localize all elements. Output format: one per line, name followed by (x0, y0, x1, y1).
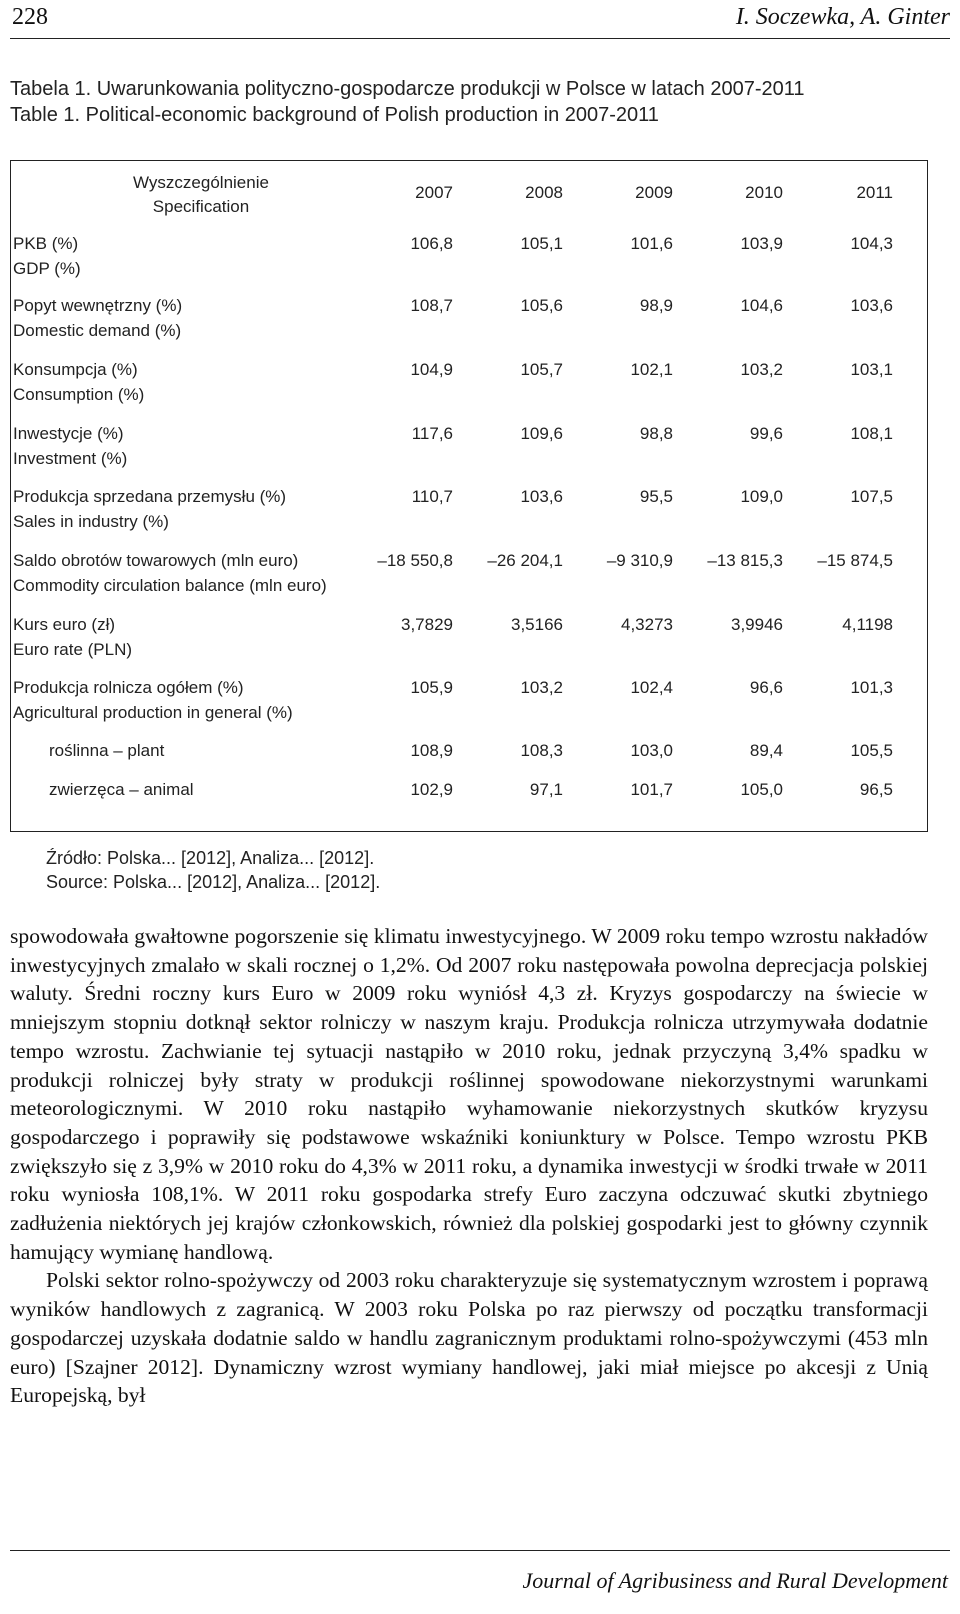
table-cell: 95,5 (639, 487, 673, 506)
year-header: 2009 (635, 183, 673, 202)
caption-english: Table 1. Political-economic background of Polish production in 2007-2011 (10, 104, 659, 126)
caption-polish: Tabela 1. Uwarunkowania polityczno-gospodarcze produkcji w Polsce w latach 2007-2011 (10, 78, 805, 100)
table-cell: 108,3 (520, 741, 563, 760)
table-cell: 102,9 (410, 780, 453, 799)
table-cell: 108,9 (410, 741, 453, 760)
year-header: 2011 (856, 183, 893, 202)
body-text (10, 922, 928, 1410)
label-pl: Inwestycje (%) (13, 424, 124, 443)
label-en: Consumption (%) (13, 385, 145, 404)
table-caption (10, 76, 805, 128)
table-cell: 117,6 (411, 424, 453, 443)
row-label: roślinna – plant (49, 741, 165, 760)
year-header: 2010 (745, 183, 783, 202)
spec-header-pl: Wyszczególnienie (133, 173, 269, 192)
table-cell: 102,1 (630, 360, 673, 379)
label-en: Agricultural production in general (%) (13, 703, 293, 722)
label-pl: Kurs euro (zł) (13, 615, 116, 634)
specification-header (11, 171, 391, 219)
table-cell: 107,5 (850, 487, 893, 506)
row-label (13, 612, 132, 662)
table-cell: –18 550,8 (377, 551, 453, 570)
table-cell: –13 815,3 (707, 551, 783, 570)
table-cell: –15 874,5 (817, 551, 893, 570)
table-cell: 4,1198 (842, 615, 893, 634)
table-cell: 109,6 (520, 424, 563, 443)
table-cell: 97,1 (529, 780, 563, 799)
table-cell: 105,0 (740, 780, 783, 799)
table-cell: 104,6 (740, 296, 783, 315)
label-en: Euro rate (PLN) (13, 640, 133, 659)
row-label (13, 357, 144, 407)
table-cell: 103,2 (520, 678, 563, 697)
label-pl: Popyt wewnętrzny (%) (13, 296, 183, 315)
row-label: zwierzęca – animal (49, 780, 194, 799)
running-header (10, 0, 950, 39)
row-label (13, 675, 293, 725)
table-cell: 103,2 (740, 360, 783, 379)
table-cell: 98,8 (639, 424, 673, 443)
label-en: Sales in industry (%) (13, 512, 169, 531)
table-cell: 105,5 (850, 741, 893, 760)
year-header: 2007 (415, 183, 453, 202)
table-cell: 110,7 (411, 487, 453, 506)
table-cell: 104,9 (410, 360, 453, 379)
row-label (13, 548, 327, 598)
label-pl: Produkcja rolnicza ogółem (%) (13, 678, 244, 697)
paragraph: spowodowała gwałtowne pogorszenie się klimatu inwestycyjnego. W 2009 roku tempo wzrostu nakładów inwestycyjnych zmalało w skali rocznej o 1,2%. Od 2007 roku następowała powolna deprecjacja polskiej waluty. Średni roczny kurs Euro w 2009 roku wyniósł 4,3 zł. Kryzys gospodarczy na świecie w mniejszym stopniu dotknął sektor rolniczy w naszym kraju. Produkcja rolnicza utrzymywała dodatnie tempo wzrostu. Zachwianie tej sytuacji nastąpiło w 2010 roku, jednak przyczyną 3,4% spadku w produkcji rolniczej były straty w produkcji roślinnej spowodowane niekorzystnymi warunkami meteorologicznymi. W 2010 roku nastąpiło wyhamowanie niekorzystnych skutków kryzysu gospodarczego i poprawiły się podstawowe wskaźniki koniunktury w Polsce. Tempo wzrostu PKB zwiększyło się z 3,9% w 2010 roku do 4,3% w 2011 roku, a dynamika inwestycji w środki trwałe w 2011 roku wyniosła 108,1%. W 2011 roku gospodarka strefy Euro zaczyna odczuwać skutki zbytniego zadłużenia niektórych jej krajów członkowskich, również dla polskiej gospodarki jest to główny czynnik hamujący wymianę handlową. (10, 924, 928, 1264)
label-en: Commodity circulation balance (mln euro) (13, 576, 327, 595)
table-cell: 105,6 (520, 296, 563, 315)
table-cell: 3,9946 (731, 615, 783, 634)
table-cell: 105,7 (520, 360, 563, 379)
table-cell: 101,7 (630, 780, 673, 799)
table-cell: 104,3 (850, 234, 893, 253)
table-cell: 108,7 (410, 296, 453, 315)
table-cell: –26 204,1 (487, 551, 563, 570)
running-head-authors: I. Soczewka, A. Ginter (735, 4, 950, 30)
table-cell: 3,5166 (511, 615, 563, 634)
table-cell: 96,6 (749, 678, 783, 697)
label-pl: Saldo obrotów towarowych (mln euro) (13, 551, 299, 570)
label-pl: PKB (%) (13, 234, 79, 253)
table-cell: 106,8 (410, 234, 453, 253)
table-cell: 108,1 (850, 424, 893, 443)
label-pl: Produkcja sprzedana przemysłu (%) (13, 487, 287, 506)
table-cell: 105,9 (410, 678, 453, 697)
table-cell: 101,3 (850, 678, 893, 697)
table-cell: –9 310,9 (606, 551, 673, 570)
row-label (13, 421, 127, 471)
year-header: 2008 (525, 183, 563, 202)
table-cell: 103,1 (850, 360, 893, 379)
page-number: 228 (12, 4, 48, 30)
row-label (13, 231, 81, 281)
table-cell: 99,6 (749, 424, 783, 443)
spec-header-en: Specification (152, 197, 250, 216)
table-cell: 102,4 (630, 678, 673, 697)
source-polish: Źródło: Polska... [2012], Analiza... [2012]. (46, 848, 375, 868)
journal-footer: Journal of Agribusiness and Rural Development (522, 1568, 948, 1593)
table-source (46, 846, 380, 894)
data-table (10, 160, 928, 832)
table-cell: 89,4 (749, 741, 783, 760)
table-cell: 103,9 (740, 234, 783, 253)
row-label (13, 293, 182, 343)
table-cell: 4,3273 (621, 615, 673, 634)
table-cell: 103,0 (630, 741, 673, 760)
table-cell: 103,6 (520, 487, 563, 506)
table-cell: 105,1 (520, 234, 563, 253)
row-label (13, 484, 286, 534)
table-cell: 101,6 (630, 234, 673, 253)
table-cell: 3,7829 (401, 615, 453, 634)
label-en: GDP (%) (13, 259, 81, 278)
source-english: Source: Polska... [2012], Analiza... [2012]. (46, 872, 381, 892)
table-cell: 98,9 (639, 296, 673, 315)
footer-rule (10, 1550, 950, 1551)
label-pl: Konsumpcja (%) (13, 360, 138, 379)
table-cell: 103,6 (850, 296, 893, 315)
label-en: Investment (%) (13, 449, 128, 468)
table-cell: 109,0 (740, 487, 783, 506)
paragraph: Polski sektor rolno-spożywczy od 2003 roku charakteryzuje się systematycznym wzrostem i poprawą wyników handlowych z zagranicą. W 2003 roku Polska po raz pierwszy od początku transformacji gospodarczej uzyskała dodatnie saldo w handlu zagranicznym produktami rolno-spożywczymi (453 mln euro) [Szajner 2012]. Dynamiczny wzrost wymiany handlowej, jaki miał miejsce po akcesji z Unią Europejską, był (10, 1268, 928, 1408)
label-en: Domestic demand (%) (13, 321, 182, 340)
table-cell: 96,5 (859, 780, 893, 799)
